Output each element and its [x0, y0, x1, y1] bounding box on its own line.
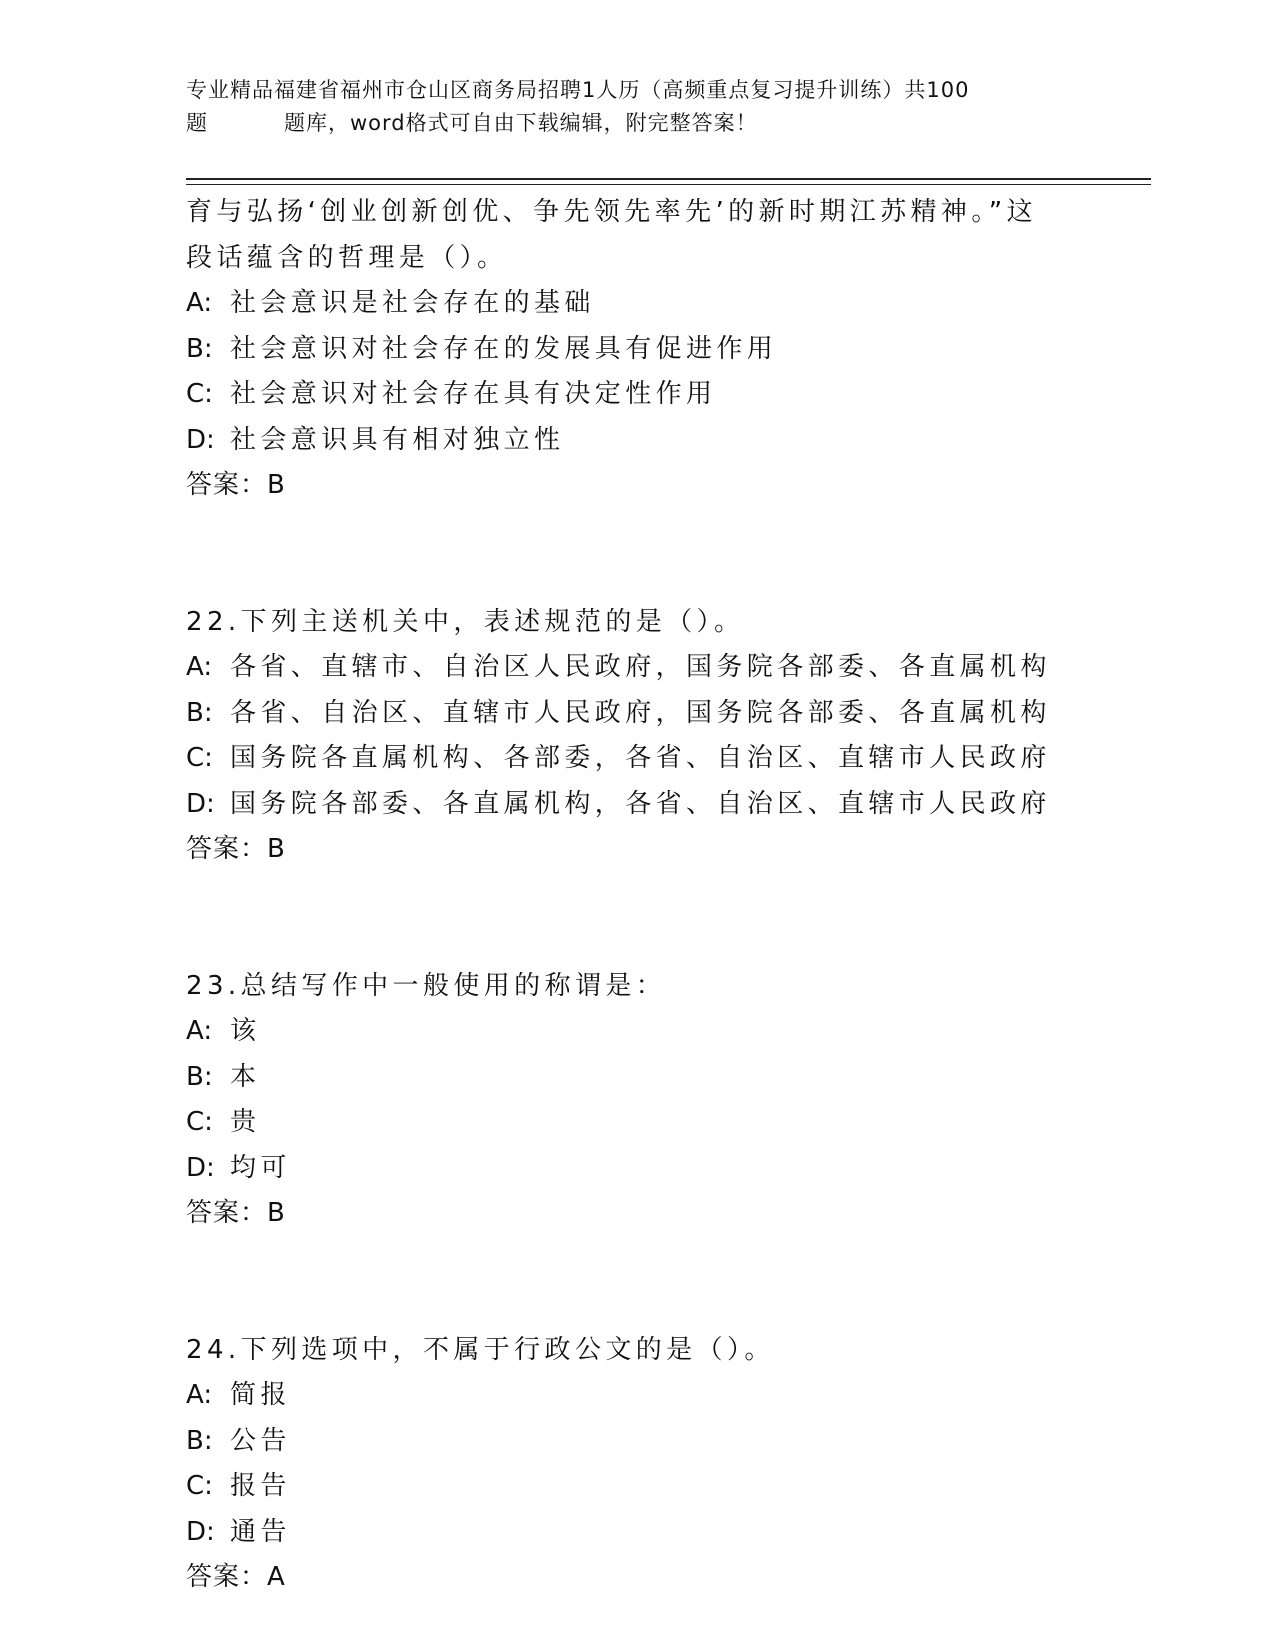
option-a: [186, 1373, 1086, 1419]
option-b: [186, 691, 1086, 737]
option-text: 该: [230, 1016, 261, 1046]
option-c: [186, 736, 1086, 782]
question-stem: 23.总结写作中一般使用的称谓是：: [186, 970, 667, 1001]
header-title-line-2: [186, 107, 1086, 140]
option-b: [186, 1055, 1086, 1101]
option-d: [186, 1510, 1086, 1556]
option-text: 国务院各部委、各直属机构，各省、自治区、直辖市人民政府: [230, 788, 1051, 819]
header-title-line-1: 专业精品福建省福州市仓山区商务局招聘1人历（高频重点复习提升训练）共100: [186, 78, 970, 102]
option-letter: A:: [186, 288, 213, 318]
header-divider-top: [186, 178, 1151, 180]
option-b: [186, 327, 1086, 373]
header-line-2-right: 题库，word格式可自由下载编辑，附完整答案！: [284, 111, 758, 135]
option-text: 公告: [230, 1425, 291, 1456]
option-letter: C:: [186, 1107, 213, 1137]
header-line-2-left: 题: [186, 111, 208, 135]
option-letter: A:: [186, 652, 213, 682]
answer-line: 答案：B: [186, 1198, 286, 1228]
option-text: 通告: [230, 1516, 291, 1547]
question-block-23: [186, 964, 1086, 1237]
question-stem: 24.下列选项中，不属于行政公文的是（）。: [186, 1334, 775, 1365]
answer-line: 答案：B: [186, 470, 286, 500]
option-a: [186, 645, 1086, 691]
option-letter: D:: [186, 424, 215, 455]
option-d: [186, 418, 1086, 464]
question-block-24: [186, 1328, 1086, 1601]
option-letter: C:: [186, 379, 213, 409]
option-text: 贵: [230, 1107, 261, 1137]
option-d: [186, 782, 1086, 828]
option-letter: B:: [186, 333, 213, 364]
question-stem-line: 育与弘扬‘创业创新创优、争先领先率先’的新时期江苏精神。”这: [186, 197, 1037, 227]
answer-line: 答案：B: [186, 834, 286, 864]
option-letter: C:: [186, 1471, 213, 1501]
option-text: 简报: [230, 1380, 291, 1410]
option-a: [186, 281, 1086, 327]
option-letter: A:: [186, 1380, 213, 1410]
option-a: [186, 1009, 1086, 1055]
option-letter: B:: [186, 697, 213, 728]
option-text: 国务院各直属机构、各部委，各省、自治区、直辖市人民政府: [230, 743, 1051, 773]
option-d: [186, 1146, 1086, 1192]
option-letter: A:: [186, 1016, 213, 1046]
option-c: [186, 372, 1086, 418]
question-block-22: [186, 600, 1086, 873]
question-stem-line: 段话蕴含的哲理是（）。: [186, 242, 508, 273]
option-text: 均可: [230, 1152, 291, 1183]
option-text: 社会意识是社会存在的基础: [230, 288, 595, 318]
option-letter: D:: [186, 788, 215, 819]
option-text: 社会意识具有相对独立性: [230, 424, 565, 455]
option-text: 社会意识对社会存在的发展具有促进作用: [230, 333, 778, 364]
document-header: [186, 74, 1086, 140]
option-b: [186, 1419, 1086, 1465]
option-text: 各省、直辖市、自治区人民政府，国务院各部委、各直属机构: [230, 652, 1051, 682]
option-letter: B:: [186, 1425, 213, 1456]
option-letter: C:: [186, 743, 213, 773]
option-text: 报告: [230, 1471, 291, 1501]
option-letter: B:: [186, 1061, 213, 1092]
option-text: 本: [230, 1061, 261, 1092]
header-divider-bottom: [186, 184, 1151, 185]
option-c: [186, 1464, 1086, 1510]
option-c: [186, 1100, 1086, 1146]
question-content: [186, 190, 1086, 1601]
option-text: 各省、自治区、直辖市人民政府，国务院各部委、各直属机构: [230, 697, 1051, 728]
question-block-continued: [186, 190, 1086, 509]
question-stem: 22.下列主送机关中，表述规范的是（）。: [186, 606, 745, 637]
option-letter: D:: [186, 1152, 215, 1183]
answer-line: 答案：A: [186, 1562, 286, 1592]
option-letter: D:: [186, 1516, 215, 1547]
option-text: 社会意识对社会存在具有决定性作用: [230, 379, 717, 409]
